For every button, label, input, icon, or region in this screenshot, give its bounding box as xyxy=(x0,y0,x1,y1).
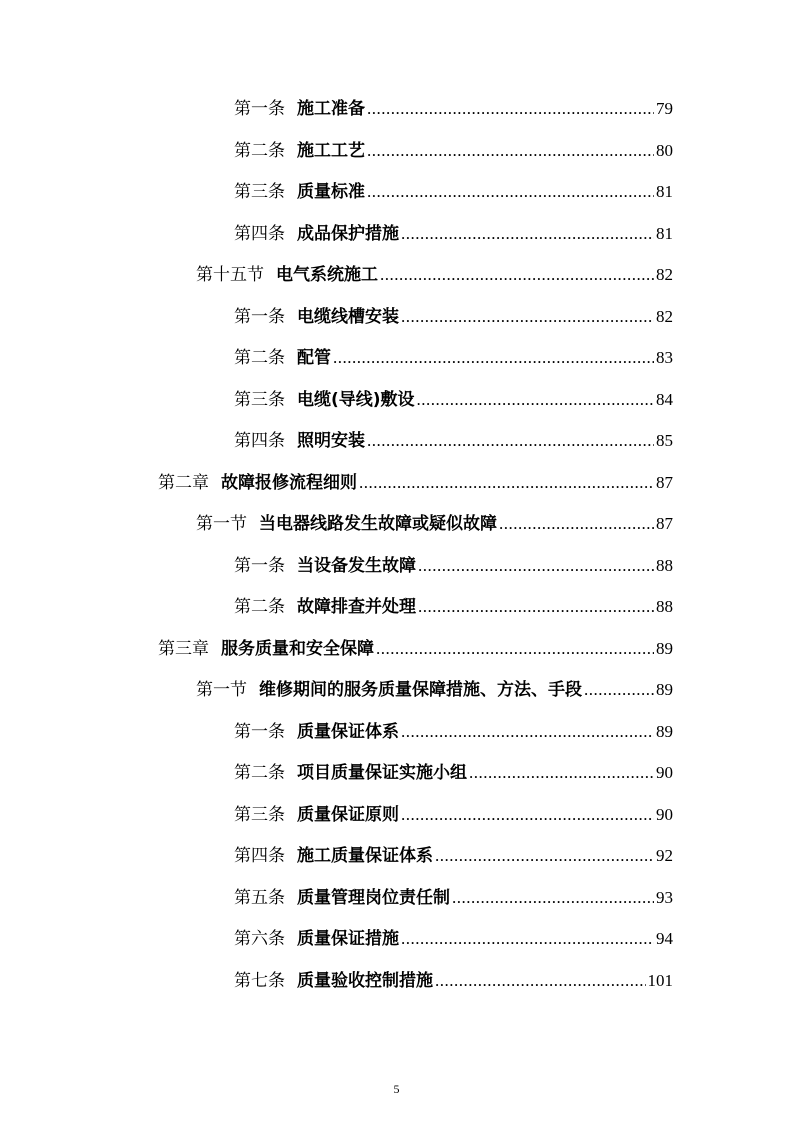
toc-entry-number: 第七条 xyxy=(234,971,285,991)
toc-entry-page: 85 xyxy=(656,431,673,450)
toc-entry-number: 第四条 xyxy=(234,846,285,866)
toc-dot-leader xyxy=(376,636,654,662)
toc-entry-title: 当电器线路发生故障或疑似故障 xyxy=(259,514,497,534)
toc-dot-leader xyxy=(418,594,654,620)
toc-entry[interactable] xyxy=(234,221,673,247)
toc-dot-leader xyxy=(333,345,654,371)
toc-entry-page: 89 xyxy=(656,722,673,741)
toc-entry-page: 81 xyxy=(656,182,673,201)
toc-entry-number: 第四条 xyxy=(234,224,285,244)
toc-entry-number: 第一条 xyxy=(234,307,285,327)
toc-entry-page: 88 xyxy=(656,597,673,616)
toc-entry-number: 第一节 xyxy=(196,680,247,700)
toc-entry[interactable] xyxy=(234,594,673,620)
toc-dot-leader xyxy=(435,843,654,869)
toc-entry[interactable] xyxy=(234,138,673,164)
toc-dot-leader xyxy=(435,968,646,994)
toc-entry-number: 第四条 xyxy=(234,431,285,451)
toc-entry[interactable] xyxy=(234,719,673,745)
toc-dot-leader xyxy=(359,470,654,496)
toc-entry-title: 质量标准 xyxy=(297,182,365,202)
toc-dot-leader xyxy=(367,179,654,205)
toc-entry-title: 质量管理岗位责任制 xyxy=(297,888,450,908)
toc-entry-title: 电缆(导线)敷设 xyxy=(297,390,415,410)
toc-entry-title: 服务质量和安全保障 xyxy=(221,639,374,659)
toc-dot-leader xyxy=(401,802,654,828)
toc-entry[interactable] xyxy=(234,926,673,952)
toc-entry[interactable] xyxy=(196,677,673,703)
toc-entry-title: 质量保证原则 xyxy=(297,805,399,825)
toc-entry-number: 第二章 xyxy=(158,473,209,493)
toc-entry[interactable] xyxy=(234,885,673,911)
toc-entry[interactable] xyxy=(196,511,673,537)
toc-entry-title: 维修期间的服务质量保障措施、方法、手段 xyxy=(259,680,582,700)
toc-dot-leader xyxy=(401,221,654,247)
toc-entry-page: 90 xyxy=(656,763,673,782)
toc-dot-leader xyxy=(418,553,654,579)
toc-entry[interactable] xyxy=(234,304,673,330)
toc-dot-leader xyxy=(367,138,654,164)
toc-entry-page: 89 xyxy=(656,680,673,699)
toc-dot-leader xyxy=(469,760,654,786)
toc-entry[interactable] xyxy=(234,968,673,994)
toc-entry-number: 第二条 xyxy=(234,597,285,617)
toc-entry[interactable] xyxy=(234,428,673,454)
toc-dot-leader xyxy=(367,96,654,122)
toc-dot-leader xyxy=(367,428,654,454)
toc-entry-title: 故障报修流程细则 xyxy=(221,473,357,493)
toc-entry[interactable] xyxy=(234,387,673,413)
toc-entry-page: 93 xyxy=(656,888,673,907)
toc-entry-title: 施工工艺 xyxy=(297,141,365,161)
toc-entry-number: 第十五节 xyxy=(196,265,264,285)
toc-entry-number: 第六条 xyxy=(234,929,285,949)
toc-entry-title: 电缆线槽安装 xyxy=(297,307,399,327)
toc-entry[interactable] xyxy=(234,96,673,122)
toc-entry-number: 第一节 xyxy=(196,514,247,534)
toc-dot-leader xyxy=(380,262,654,288)
toc-entry-title: 质量验收控制措施 xyxy=(297,971,433,991)
toc-dot-leader xyxy=(584,677,654,703)
toc-entry-title: 质量保证体系 xyxy=(297,722,399,742)
toc-entry[interactable] xyxy=(158,470,673,496)
toc-entry-title: 成品保护措施 xyxy=(297,224,399,244)
toc-entry-page: 87 xyxy=(656,473,673,492)
toc-entry-page: 94 xyxy=(656,929,673,948)
toc-entry-number: 第三章 xyxy=(158,639,209,659)
toc-entry-title: 当设备发生故障 xyxy=(297,556,416,576)
toc-entry-page: 87 xyxy=(656,514,673,533)
toc-entry-number: 第三条 xyxy=(234,805,285,825)
toc-entry-number: 第二条 xyxy=(234,763,285,783)
toc-entry-title: 照明安装 xyxy=(297,431,365,451)
toc-entry[interactable] xyxy=(196,262,673,288)
toc-entry-page: 79 xyxy=(656,99,673,118)
toc-entry-number: 第五条 xyxy=(234,888,285,908)
toc-entry-page: 81 xyxy=(656,224,673,243)
toc-entry-title: 施工质量保证体系 xyxy=(297,846,433,866)
toc-entry-page: 89 xyxy=(656,639,673,658)
toc-entry-number: 第三条 xyxy=(234,182,285,202)
toc-dot-leader xyxy=(401,719,654,745)
toc-dot-leader xyxy=(452,885,654,911)
toc-entry-page: 92 xyxy=(656,846,673,865)
toc-entry-page: 101 xyxy=(647,971,673,990)
toc-entry-number: 第一条 xyxy=(234,722,285,742)
toc-entry[interactable] xyxy=(234,843,673,869)
toc-entry-page: 88 xyxy=(656,556,673,575)
toc-entry-number: 第一条 xyxy=(234,556,285,576)
toc-entry[interactable] xyxy=(234,553,673,579)
toc-entry-number: 第二条 xyxy=(234,141,285,161)
toc-entry-title: 故障排查并处理 xyxy=(297,597,416,617)
toc-entry[interactable] xyxy=(158,636,673,662)
toc-entry[interactable] xyxy=(234,760,673,786)
toc-entry-page: 82 xyxy=(656,307,673,326)
toc-entry-page: 82 xyxy=(656,265,673,284)
toc-dot-leader xyxy=(401,926,654,952)
toc-entry-page: 80 xyxy=(656,141,673,160)
toc-dot-leader xyxy=(401,304,654,330)
toc-entry[interactable] xyxy=(234,345,673,371)
toc-entry-title: 施工准备 xyxy=(297,99,365,119)
page-number: 5 xyxy=(393,1082,400,1096)
toc-dot-leader xyxy=(499,511,654,537)
toc-entry[interactable] xyxy=(234,179,673,205)
toc-entry[interactable] xyxy=(234,802,673,828)
toc-dot-leader xyxy=(417,387,654,413)
toc-entry-number: 第三条 xyxy=(234,390,285,410)
toc-entry-number: 第二条 xyxy=(234,348,285,368)
toc-entry-page: 84 xyxy=(656,390,673,409)
toc-entry-title: 质量保证措施 xyxy=(297,929,399,949)
toc-entry-title: 电气系统施工 xyxy=(276,265,378,285)
toc-entry-title: 配管 xyxy=(297,348,331,368)
toc-entry-number: 第一条 xyxy=(234,99,285,119)
toc-entry-page: 90 xyxy=(656,805,673,824)
toc-entry-page: 83 xyxy=(656,348,673,367)
toc-entry-title: 项目质量保证实施小组 xyxy=(297,763,467,783)
